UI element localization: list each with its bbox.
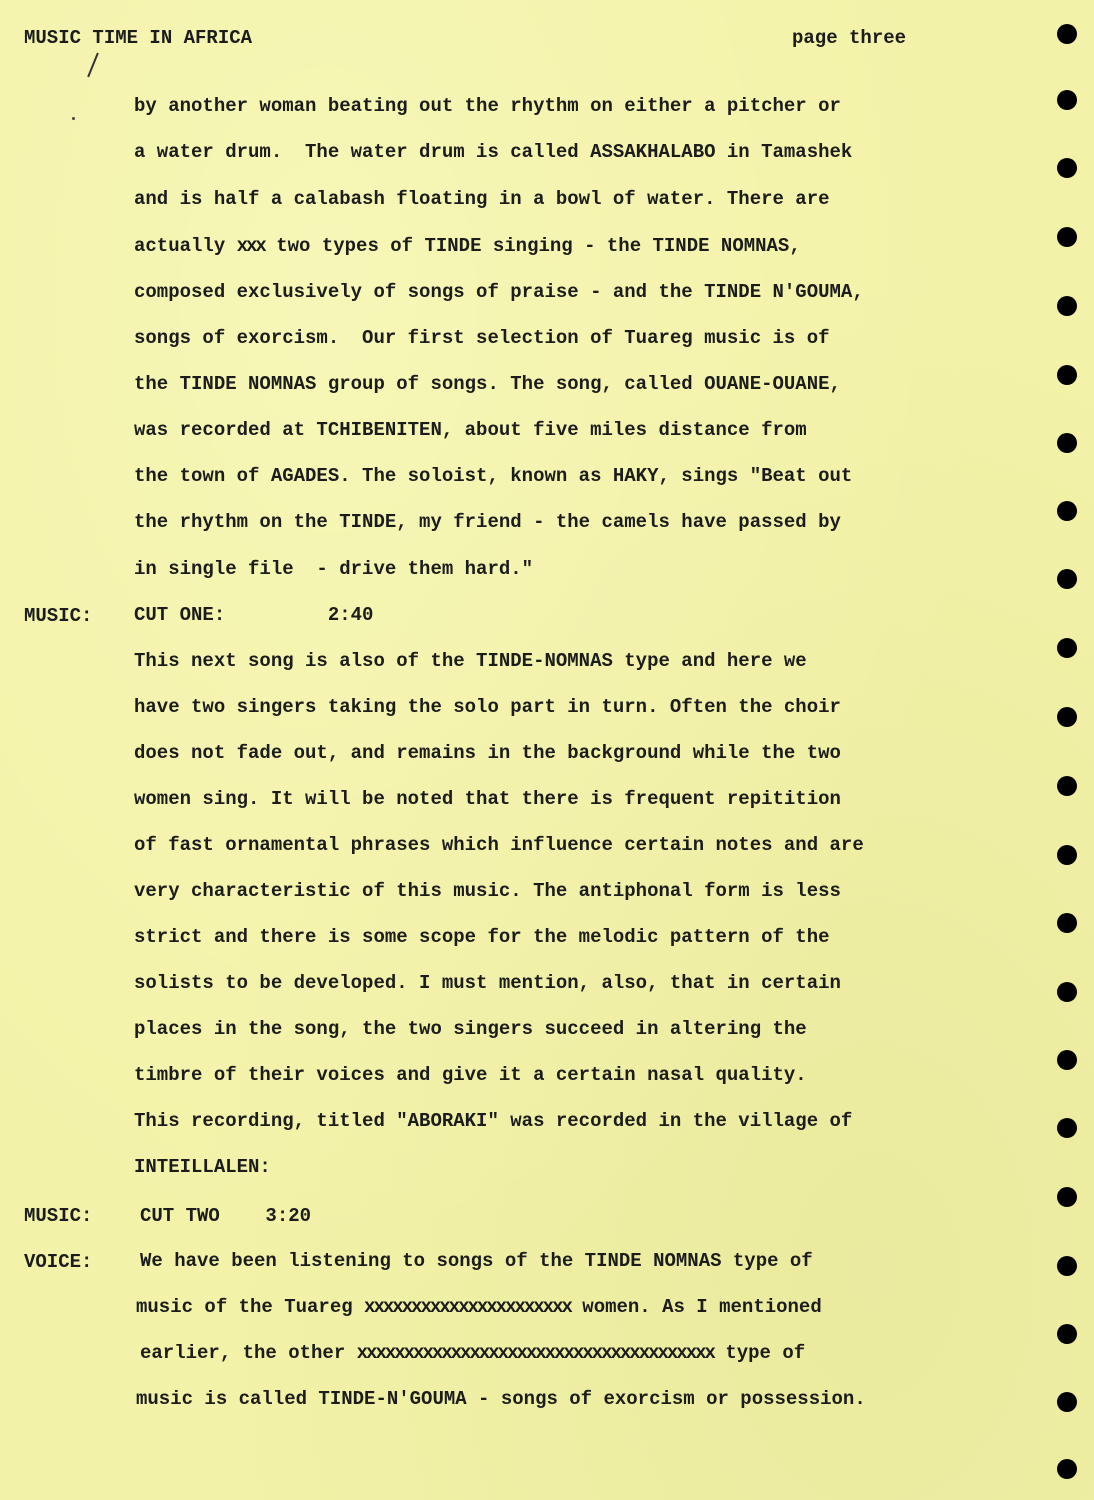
binder-hole — [1057, 158, 1077, 178]
binder-hole — [1057, 913, 1077, 933]
music-cue-label: MUSIC: — [24, 1205, 93, 1227]
text-segment: earlier, the other — [140, 1342, 357, 1364]
binder-hole — [1057, 501, 1077, 521]
text-line: very characteristic of this music. The antiphonal form is less — [134, 880, 841, 902]
text-segment: type of — [713, 1342, 806, 1364]
binder-hole — [1057, 433, 1077, 453]
struck-out-text: xxxxxxxxxxxxxxxxxxxxxx — [364, 1296, 571, 1318]
text-segment: music of the Tuareg — [136, 1296, 365, 1318]
binder-hole — [1057, 1050, 1077, 1070]
binder-hole — [1057, 365, 1077, 385]
text-line: of fast ornamental phrases which influence certain notes and are — [134, 834, 864, 856]
text-line: was recorded at TCHIBENITEN, about five miles distance from — [134, 419, 807, 441]
binder-hole — [1057, 90, 1077, 110]
text-line: This recording, titled "ABORAKI" was recorded in the village of — [134, 1110, 853, 1132]
text-line: does not fade out, and remains in the background while the two — [134, 742, 841, 764]
binder-hole — [1057, 1324, 1077, 1344]
text-line: songs of exorcism. Our first selection of Tuareg music is of — [134, 327, 830, 349]
text-line: music is called TINDE-N'GOUMA - songs of exorcism or possession. — [136, 1388, 866, 1410]
text-line: have two singers taking the solo part in turn. Often the choir — [134, 696, 841, 718]
binder-hole — [1057, 227, 1077, 247]
text-line: women sing. It will be noted that there is frequent repitition — [134, 788, 841, 810]
binder-hole — [1057, 1392, 1077, 1412]
struck-out-text: xxx — [236, 235, 265, 257]
music-cue-label: MUSIC: — [24, 605, 93, 627]
page-number: page three — [792, 27, 907, 49]
binder-hole — [1057, 982, 1077, 1002]
music-cue-text: CUT TWO 3:20 — [140, 1205, 312, 1227]
text-line: places in the song, the two singers succeed in altering the — [134, 1018, 807, 1040]
binder-hole — [1057, 638, 1077, 658]
binder-hole — [1057, 707, 1077, 727]
text-line: the town of AGADES. The soloist, known as HAKY, sings "Beat out — [134, 465, 853, 487]
voice-label: VOICE: — [24, 1251, 93, 1273]
text-line: a water drum. The water drum is called ASSAKHALABO in Tamashek — [134, 141, 853, 163]
text-segment: actually — [134, 235, 237, 257]
binder-hole — [1057, 24, 1077, 44]
text-segment: women. As I mentioned — [570, 1296, 822, 1318]
text-line: We have been listening to songs of the TINDE NOMNAS type of — [140, 1250, 813, 1272]
binder-hole — [1057, 1459, 1077, 1479]
binder-hole — [1057, 1118, 1077, 1138]
text-line: solists to be developed. I must mention, also, that in certain — [134, 972, 841, 994]
text-line — [134, 237, 801, 256]
text-line: This next song is also of the TINDE-NOMNAS type and here we — [134, 650, 807, 672]
binder-hole — [1057, 1187, 1077, 1207]
music-cue-text: CUT ONE: 2:40 — [134, 604, 374, 626]
text-line — [136, 1298, 822, 1317]
struck-out-text: xxxxxxxxxxxxxxxxxxxxxxxxxxxxxxxxxxxxxx — [356, 1342, 714, 1364]
ink-dot — [72, 117, 75, 120]
text-line: and is half a calabash floating in a bowl of water. There are — [134, 188, 830, 210]
text-line: by another woman beating out the rhythm on either a pitcher or — [134, 95, 841, 117]
document-title: MUSIC TIME IN AFRICA — [24, 27, 253, 49]
text-line — [140, 1344, 805, 1363]
text-line: the rhythm on the TINDE, my friend - the camels have passed by — [134, 511, 841, 533]
binder-hole — [1057, 296, 1077, 316]
text-line: composed exclusively of songs of praise - and the TINDE N'GOUMA, — [134, 281, 864, 303]
text-line: the TINDE NOMNAS group of songs. The song, called OUANE-OUANE, — [134, 373, 841, 395]
text-line: strict and there is some scope for the melodic pattern of the — [134, 926, 830, 948]
binder-hole — [1057, 845, 1077, 865]
binder-hole — [1057, 569, 1077, 589]
binder-hole — [1057, 776, 1077, 796]
text-segment: two types of TINDE singing - the TINDE NOMNAS, — [264, 235, 801, 257]
text-line: in single file - drive them hard." — [134, 558, 534, 580]
binder-hole — [1057, 1256, 1077, 1276]
text-line: timbre of their voices and give it a certain nasal quality. — [134, 1064, 807, 1086]
text-line: INTEILLALEN: — [134, 1156, 271, 1178]
pen-mark — [87, 53, 99, 78]
